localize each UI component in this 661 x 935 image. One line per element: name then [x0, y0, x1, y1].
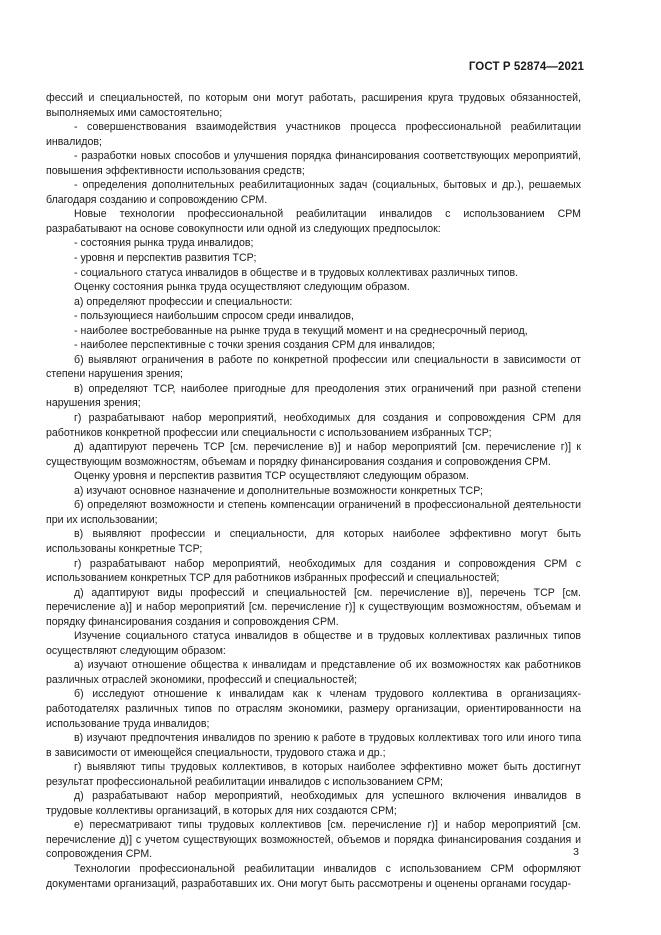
document-body — [46, 91, 581, 891]
paragraph: в) изучают предпочтения инвалидов по зрению к работе в трудовых коллективах того или иного типа в зависимости от имеющейся специальности, трудового стажа и др.; — [46, 732, 581, 759]
paragraph: б) выявляют ограничения в работе по конкретной профессии или специальности в зависимости от степени нарушения зрения; — [46, 353, 581, 381]
paragraph: в) определяют ТСР, наиболее пригодные для преодоления этих ограничений при разной степени нарушения зрения; — [46, 382, 581, 410]
paragraph: г) разрабатывают набор мероприятий, необходимых для создания и сопровождения СРМ с использованием конкретных ТСР для работников избранных профессий и специальностей; — [46, 557, 581, 585]
paragraph: г) разрабатывают набор мероприятий, необходимых для создания и сопровождения СРМ для работников конкретной профессии или специальности с использованием избранных ТСР; — [46, 412, 581, 439]
page-number: 3 — [573, 846, 579, 858]
paragraph: д) адаптируют перечень ТСР [см. перечисление в)] и набор мероприятий [см. перечисление г)] к существующим возможностям, объемам и порядку финансирования создания и сопровождения СРМ. — [46, 441, 581, 468]
paragraph: Изучение социального статуса инвалидов в обществе и в трудовых коллективах различных типов осуществляют следующим образом: — [46, 630, 581, 657]
paragraph: б) исследуют отношение к инвалидам как к членам трудового коллектива в организациях-работодателях различных типов по отраслям экономики, размеру организации, ориентированности на использование труда инвалидов; — [46, 688, 581, 730]
document-header: ГОСТ Р 52874—2021 — [468, 61, 584, 73]
paragraph: г) выявляют типы трудовых коллективов, в которых наиболее эффективно может быть достигнут результат профессиональной реабилитации инвалидов с использованием СРМ; — [46, 761, 581, 788]
paragraph: - определения дополнительных реабилитационных задач (социальных, бытовых и др.), решаемых благодаря созданию и сопровождению СРМ. — [46, 179, 581, 206]
paragraph: Новые технологии профессиональной реабилитации инвалидов с использованием СРМ разрабатывают на основе совокупности или одной из следующих предпосылок: — [46, 208, 581, 235]
paragraph: а) изучают отношение общества к инвалидам и представление об их возможностях как работников различных отраслей экономики, профессий и специальностей; — [46, 659, 581, 686]
paragraph: - наиболее востребованные на рынке труда в текущий момент и на среднесрочный период, — [74, 324, 528, 337]
paragraph: в) выявляют профессии и специальности, для которых наиболее эффективно могут быть использованы конкретные ТСР; — [46, 528, 581, 555]
paragraph: а) изучают основное назначение и дополнительные возможности конкретных ТСР; — [74, 484, 483, 497]
paragraph: - состояния рынка труда инвалидов; — [74, 237, 254, 250]
paragraph: е) пересматривают типы трудовых коллективов [см. перечисление г)] и набор мероприятий [см. перечисление д)] с учетом существующих возможностей, объемов и порядка финансирования создания и сопровождения СРМ. — [46, 819, 581, 861]
paragraph: д) адаптируют виды профессий и специальностей [см. перечисление в)], перечень ТСР [см. перечисление а)] и набор мероприятий [см. перечисление г)] к существующим возможностям, объемам и порядку финансирования создания и сопровождения СРМ. — [46, 586, 581, 628]
paragraph: - разработки новых способов и улучшения порядка финансирования соответствующих мероприятий, повышения эффективности использования средств; — [46, 150, 581, 177]
paragraph: - наиболее перспективные с точки зрения создания СРМ для инвалидов; — [74, 339, 436, 352]
paragraph: Оценку состояния рынка труда осуществляют следующим образом. — [74, 281, 410, 294]
paragraph: Оценку уровня и перспектив развития ТСР осуществляют следующим образом. — [74, 470, 469, 483]
paragraph: фессий и специальностей, по которым они могут работать, расширения круга трудовых обязанностей, выполняемых ими самостоятельно; — [46, 92, 581, 119]
paragraph: - уровня и перспектив развития ТСР; — [74, 252, 257, 265]
paragraph: д) разрабатывают набор мероприятий, необходимых для успешного включения инвалидов в трудовые коллективы организаций, в которых для них создаются СРМ; — [46, 790, 581, 817]
paragraph: Технологии профессиональной реабилитации инвалидов с использованием СРМ оформляют документами организаций, разработавших их. Они могут быть рассмотрены и оценены органами государ- — [46, 862, 581, 890]
paragraph: б) определяют возможности и степень компенсации ограничений в профессиональной деятельности при их использовании; — [46, 499, 581, 526]
paragraph: - пользующиеся наибольшим спросом среди инвалидов, — [74, 310, 354, 323]
paragraph: - социального статуса инвалидов в обществе и в трудовых коллективах различных типов. — [74, 266, 519, 279]
paragraph: а) определяют профессии и специальности: — [74, 295, 293, 308]
paragraph: - совершенствования взаимодействия участников процесса профессиональной реабилитации инвалидов; — [46, 121, 581, 148]
